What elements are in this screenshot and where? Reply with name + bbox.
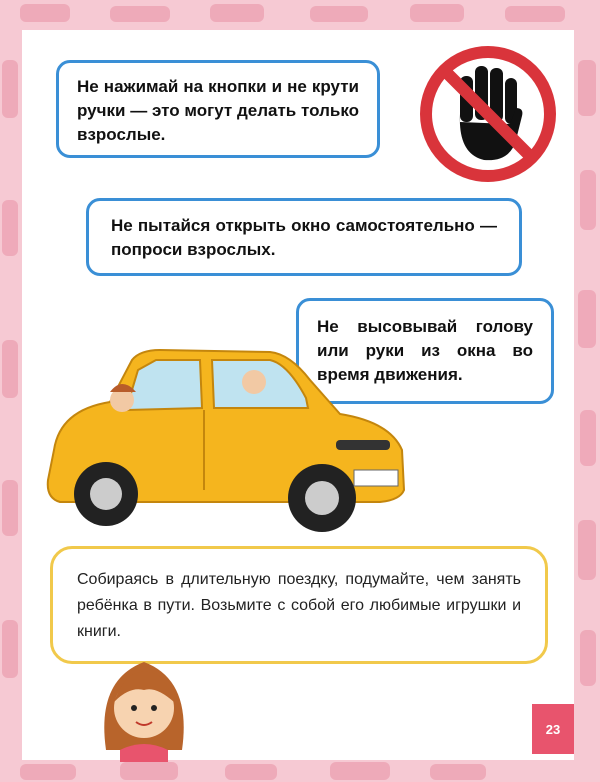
- no-hand-stop-icon: [418, 44, 558, 184]
- page-number: 23: [532, 704, 574, 754]
- girl-avatar: [96, 650, 192, 762]
- rule-bubble-head-out: Не высовывай голову или руки из окна во время движения.: [296, 298, 554, 404]
- rule-bubble-buttons: Не нажимай на кнопки и не крути ручки — это могут делать только взрослые.: [56, 60, 380, 158]
- rule-bubble-window: Не пытайся открыть окно самостоятельно — попроси взрослых.: [86, 198, 522, 276]
- parent-tip-box: Собираясь в длительную поездку, подумайте, чем занять ребёнка в пути. Возьмите с собой его любимые игрушки и книги.: [50, 546, 548, 664]
- yellow-car-illustration: [40, 340, 412, 540]
